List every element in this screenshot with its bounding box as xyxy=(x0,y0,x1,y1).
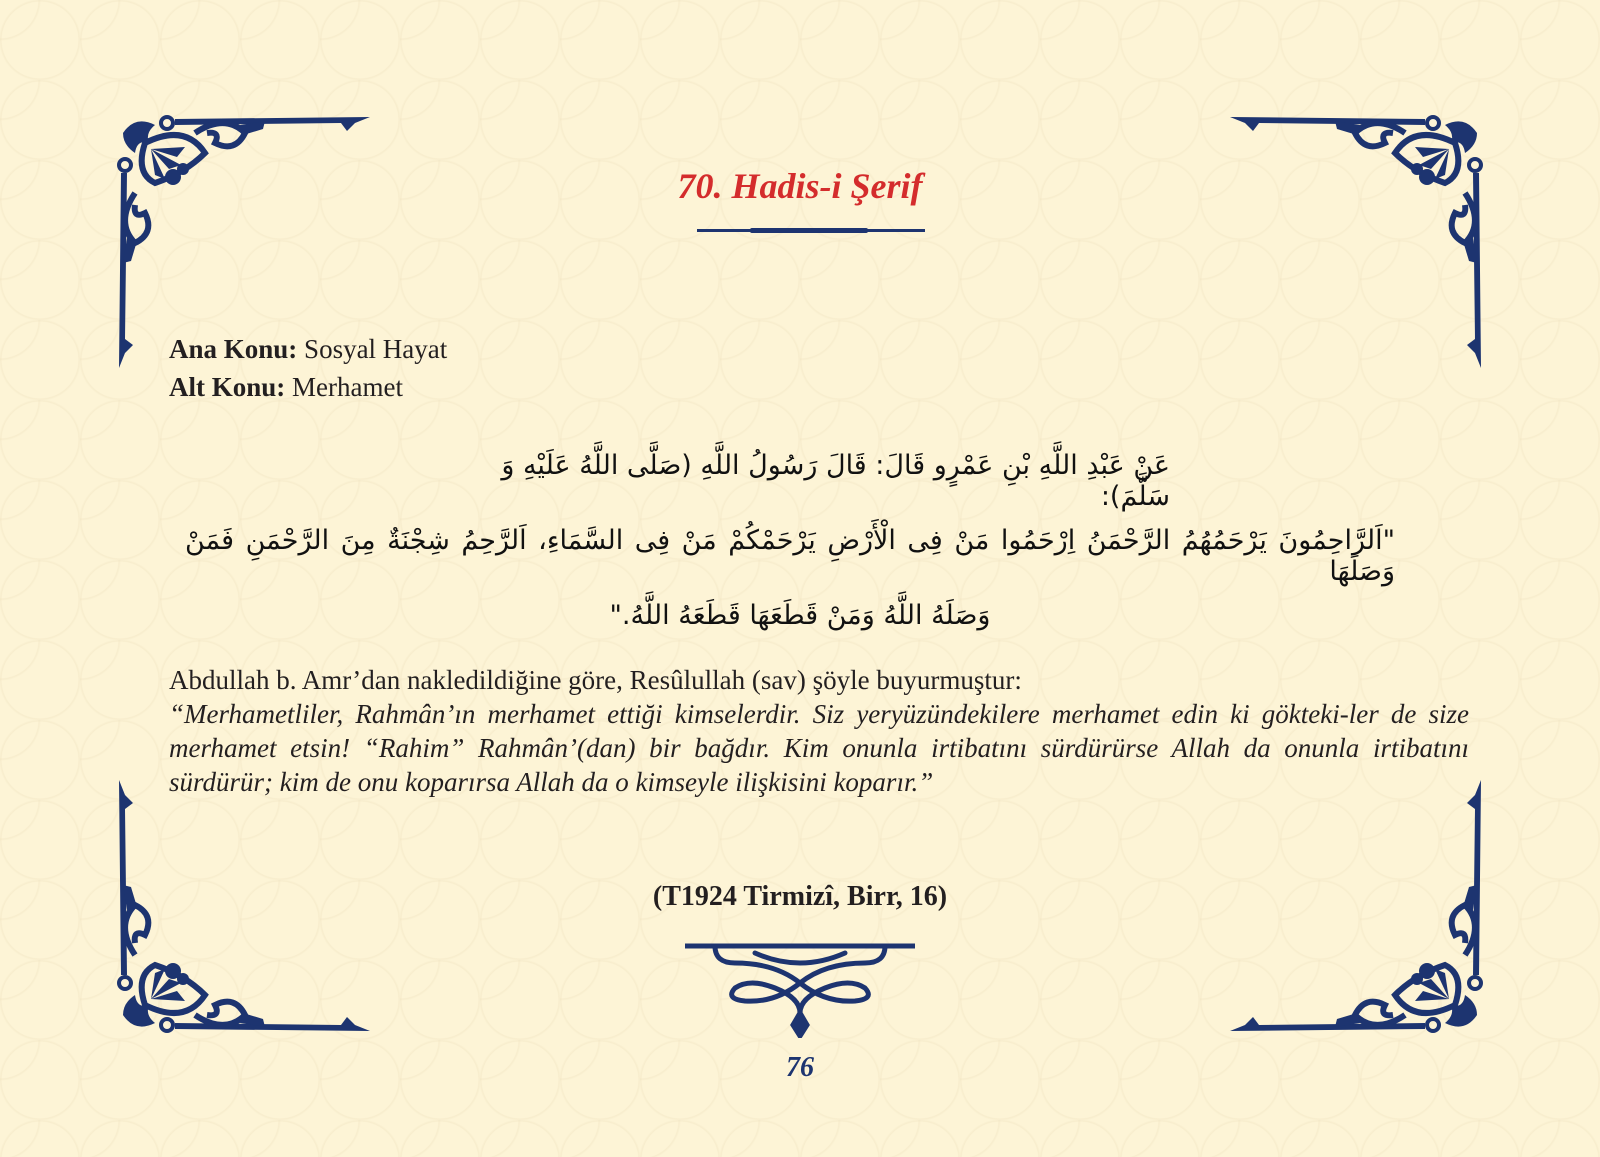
scroll-knot-divider-icon xyxy=(685,943,915,1038)
main-topic xyxy=(169,330,447,368)
main-topic-label: Ana Konu: xyxy=(169,334,298,364)
arabic-hadith-line-1: "اَلرَّاحِمُونَ يَرْحَمُهُمُ الرَّحْمَنُ اِرْحَمُوا مَنْ فِى الْأَرْضِ يَرْحَمْكُمْ مَنْ فِى السَّمَاءِ، اَلرَّحِمُ شِجْنَةٌ مِنَ الرَّحْمَنِ فَمَنْ وَصَلَهَا xyxy=(185,525,1395,587)
translation-quote: “Merhametliler, Rahmân’ın merhamet ettiği kimselerdir. Siz yeryüzündekilere merhamet edin ki gökteki-ler de size merhamet etsin! “Rahim” Rahmân’(dan) bir bağdır. Kim onunla irtibatını sürdürürse Allah da onunla irtibatını sürdürür; kim de onu koparırsa Allah da o kimseyle ilişkisini koparır.” xyxy=(169,699,1469,797)
sub-topic xyxy=(169,368,447,406)
turkish-translation xyxy=(169,663,1469,799)
title-underline-divider xyxy=(697,229,925,232)
main-topic-value: Sosyal Hayat xyxy=(304,334,448,364)
sub-topic-label: Alt Konu: xyxy=(169,372,286,402)
corner-ornament-top-right-icon xyxy=(1225,113,1485,373)
sub-topic-value: Merhamet xyxy=(292,372,403,402)
page-title: 70. Hadis-i Şerif xyxy=(677,166,923,206)
translation-intro: Abdullah b. Amr’dan nakledildiğine göre, Resûlullah (sav) şöyle buyurmuştur: xyxy=(169,665,1022,695)
topic-block xyxy=(169,330,447,406)
page-number: 76 xyxy=(786,1052,814,1083)
arabic-isnad-line: عَنْ عَبْدِ اللَّهِ بْنِ عَمْرٍو قَالَ: قَالَ رَسُولُ اللَّهِ (صَلَّى اللَّهُ عَلَيْهِ وَ سَلَّمَ): xyxy=(501,450,1170,512)
hadith-source-reference: (T1924 Tirmizî, Birr, 16) xyxy=(652,881,948,912)
arabic-hadith-line-2: وَصَلَهُ اللَّهُ وَمَنْ قَطَعَهَا قَطَعَهُ اللَّهُ." xyxy=(609,600,991,631)
